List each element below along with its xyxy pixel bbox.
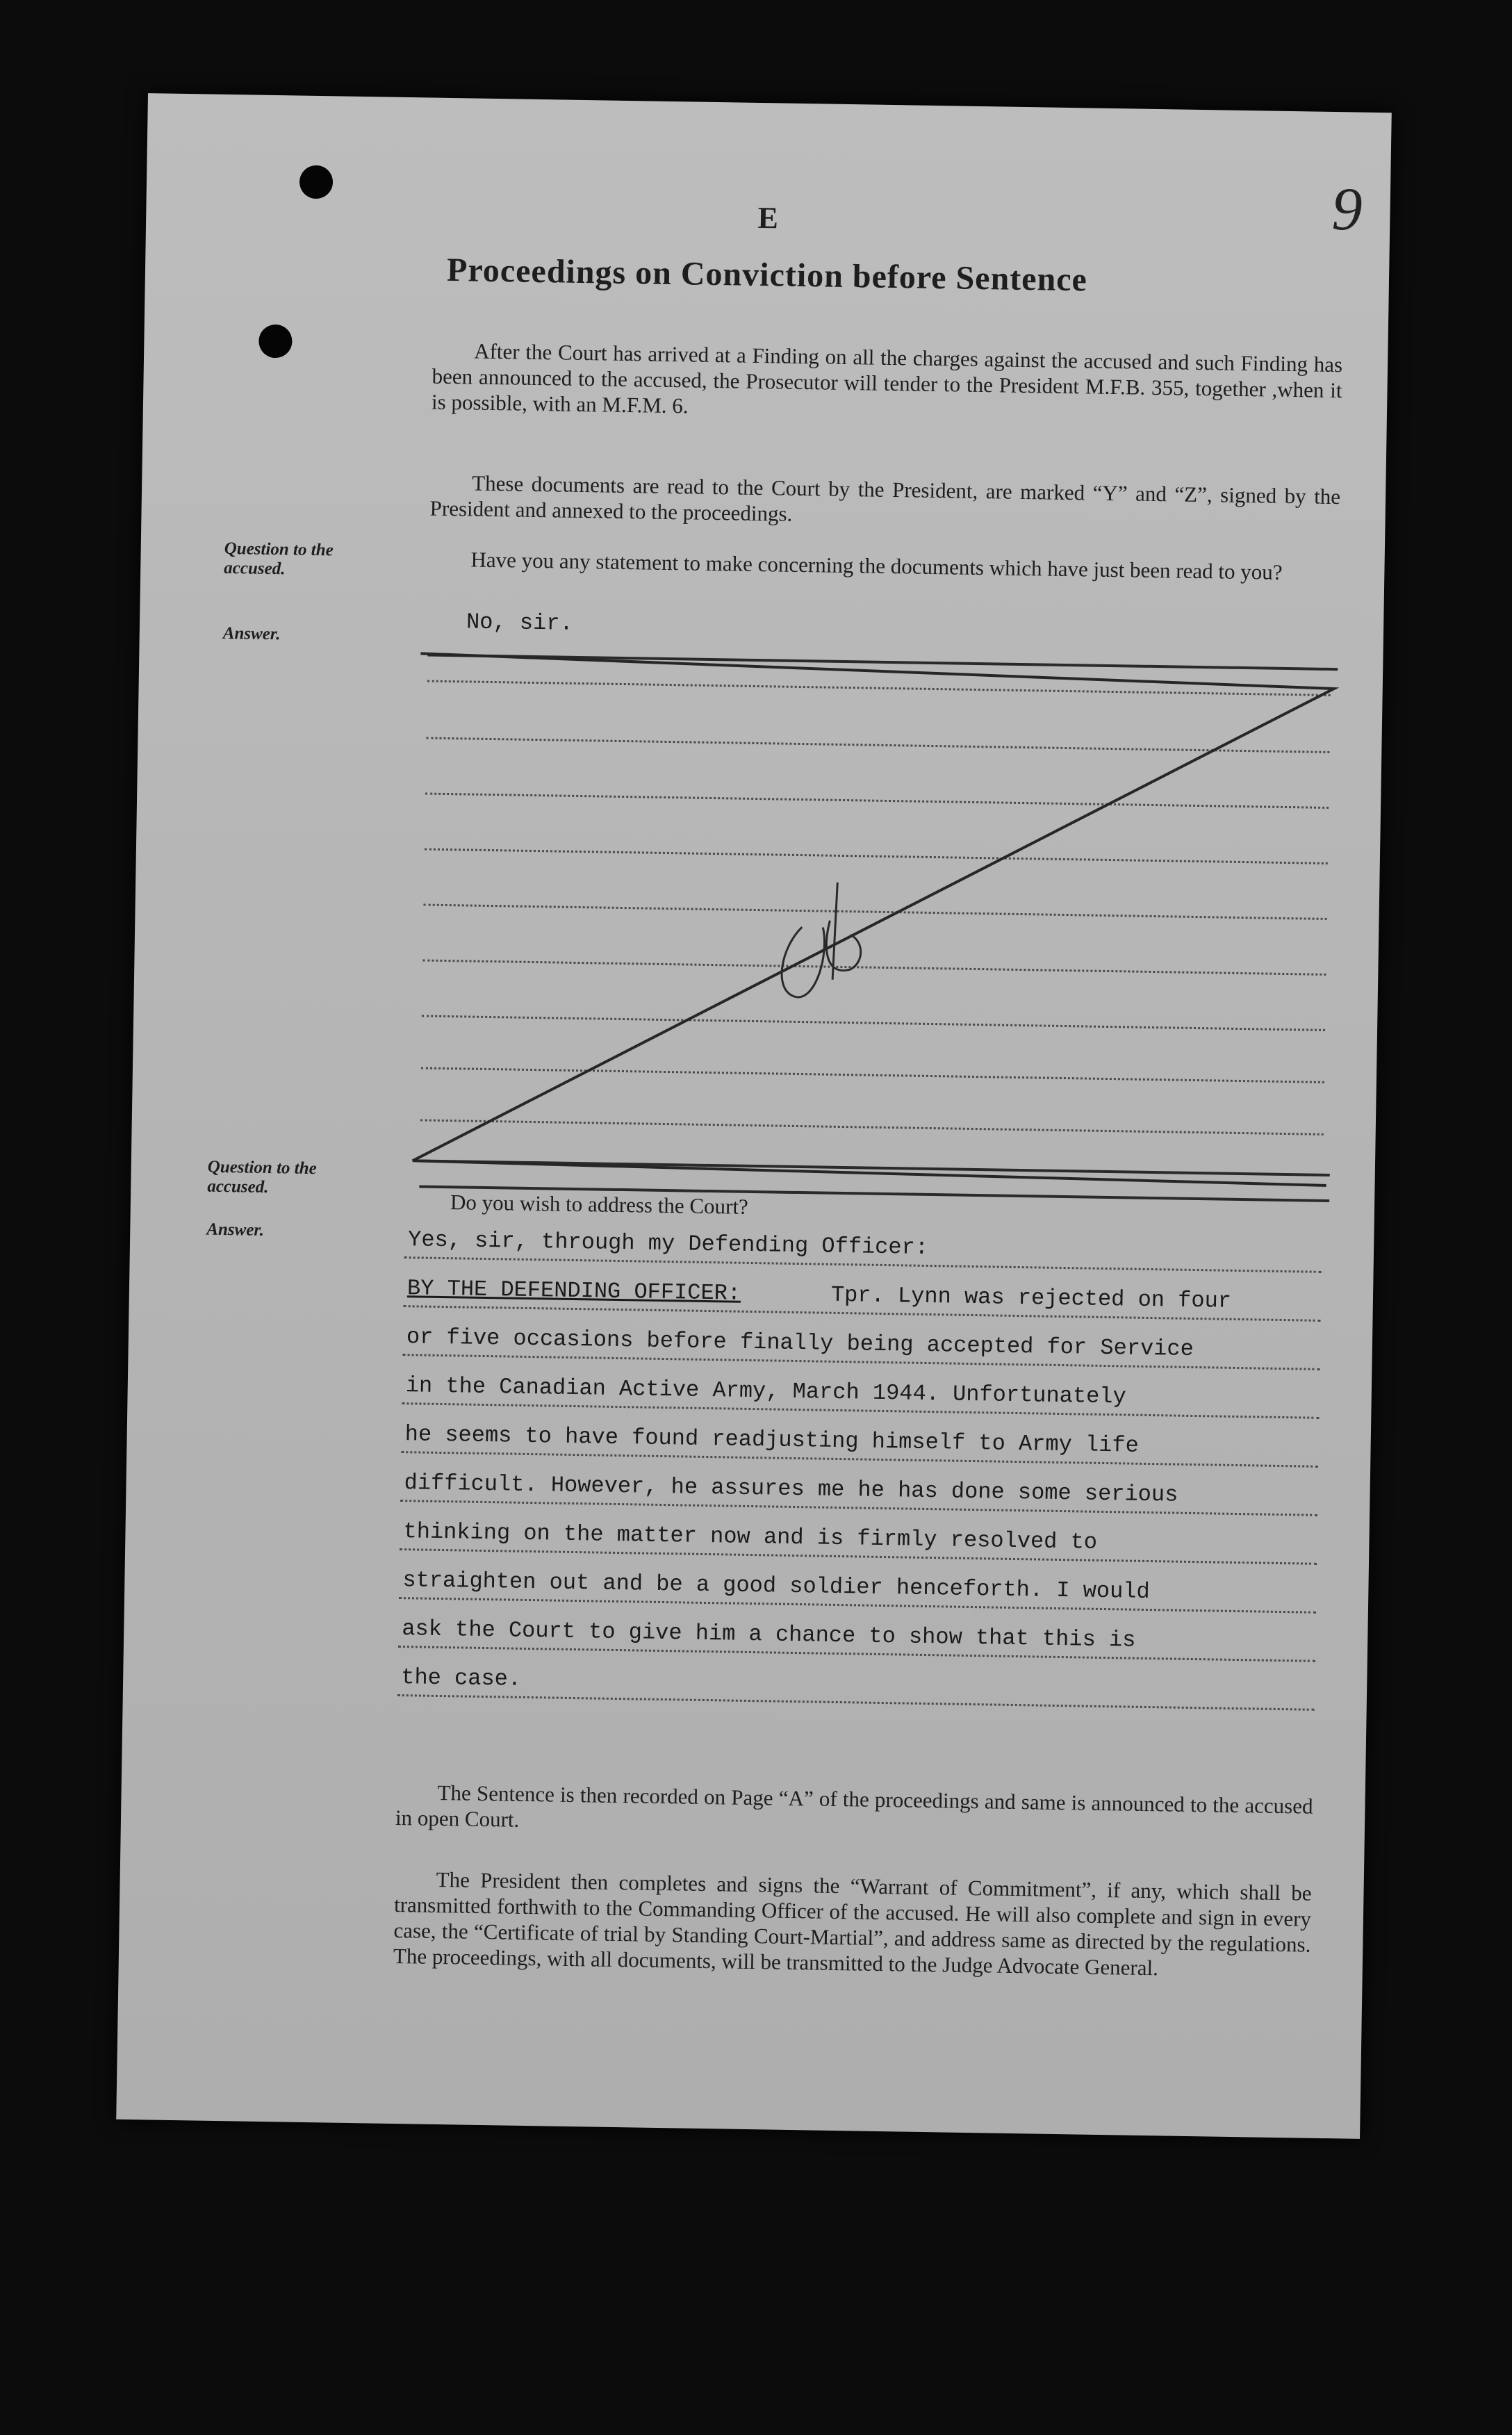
question-1-text: Have you any statement to make concerning the documents which have just been read to you?: [470, 547, 1283, 584]
answer-line: Yes, sir, through my Defending Officer:: [407, 1227, 929, 1261]
answer-line: he seems to have found readjusting himself to Army life: [404, 1421, 1140, 1459]
rule-line: [420, 1159, 1330, 1176]
answer-line: in the Canadian Active Army, March 1944. Unfortunately: [405, 1372, 1126, 1410]
answer-line: straighten out and be a good soldier henceforth. I would: [402, 1567, 1150, 1605]
answer-label: Answer.: [206, 1220, 265, 1240]
punch-hole: [258, 325, 293, 359]
answer-line: difficult. However, he assures me he has done some serious: [404, 1470, 1178, 1508]
closing-paragraph-1: The Sentence is then recorded on Page “A” of the proceedings and same is announced to the accused in open Court.: [395, 1780, 1313, 1832]
answer-line: thinking on the matter now and is firmly resolved to: [403, 1518, 1098, 1555]
section-letter: E: [757, 200, 779, 236]
defending-officer-heading: BY THE DEFENDING OFFICER:: [406, 1275, 741, 1306]
dotted-line: [425, 793, 1329, 809]
answer-line: Tpr. Lynn was rejected on four: [830, 1281, 1232, 1314]
dotted-line: [424, 903, 1327, 919]
dotted-line: [422, 1015, 1325, 1031]
dotted-line: [427, 680, 1331, 696]
answer-line: or five occasions before finally being accepted for Service: [406, 1324, 1194, 1362]
page-title: Proceedings on Conviction before Sentence: [446, 251, 1088, 299]
dotted-line: [425, 848, 1328, 864]
answer-label: Answer.: [222, 623, 281, 644]
question-label: Question to the accused.: [207, 1157, 317, 1197]
page-number: 9: [1331, 175, 1363, 244]
answer-1-text: No, sir.: [466, 609, 574, 637]
dotted-line: [421, 1067, 1324, 1083]
intro-paragraph-2: These documents are read to the Court by the President, are marked “Y” and “Z”, signed by the President and annexed to the proceedings.: [429, 470, 1341, 526]
rule-line: [427, 654, 1338, 671]
dotted-line: [426, 737, 1329, 753]
question-2-text: Do you wish to address the Court?: [450, 1190, 749, 1219]
answer-line: the case.: [400, 1664, 522, 1692]
dotted-line: [420, 1119, 1324, 1135]
dotted-line: [422, 959, 1326, 975]
question-label: Question to the accused.: [224, 539, 334, 579]
dotted-line: [397, 1694, 1315, 1711]
document-page: [116, 93, 1392, 2139]
answer-line: ask the Court to give him a chance to show that this is: [402, 1616, 1136, 1653]
intro-paragraph-1: After the Court has arrived at a Finding on all the charges against the accused and such Finding has been announced to the accused, the Prosecutor will tender to the President M.F.B. 355, together ,when it is possible, with an M.F.M. 6.: [431, 338, 1343, 418]
closing-paragraph-2: The President then completes and signs the “Warrant of Commitment”, if any, which shall be transmitted forthwith to the Commanding Officer of the accused. He will also complete and sign in every case, the “Certificate of trial by Standing Court-Martial”, and address same as directed by the regulations. The proceedings, with all documents, will be transmitted to the Judge Advocate General.: [393, 1867, 1312, 1981]
